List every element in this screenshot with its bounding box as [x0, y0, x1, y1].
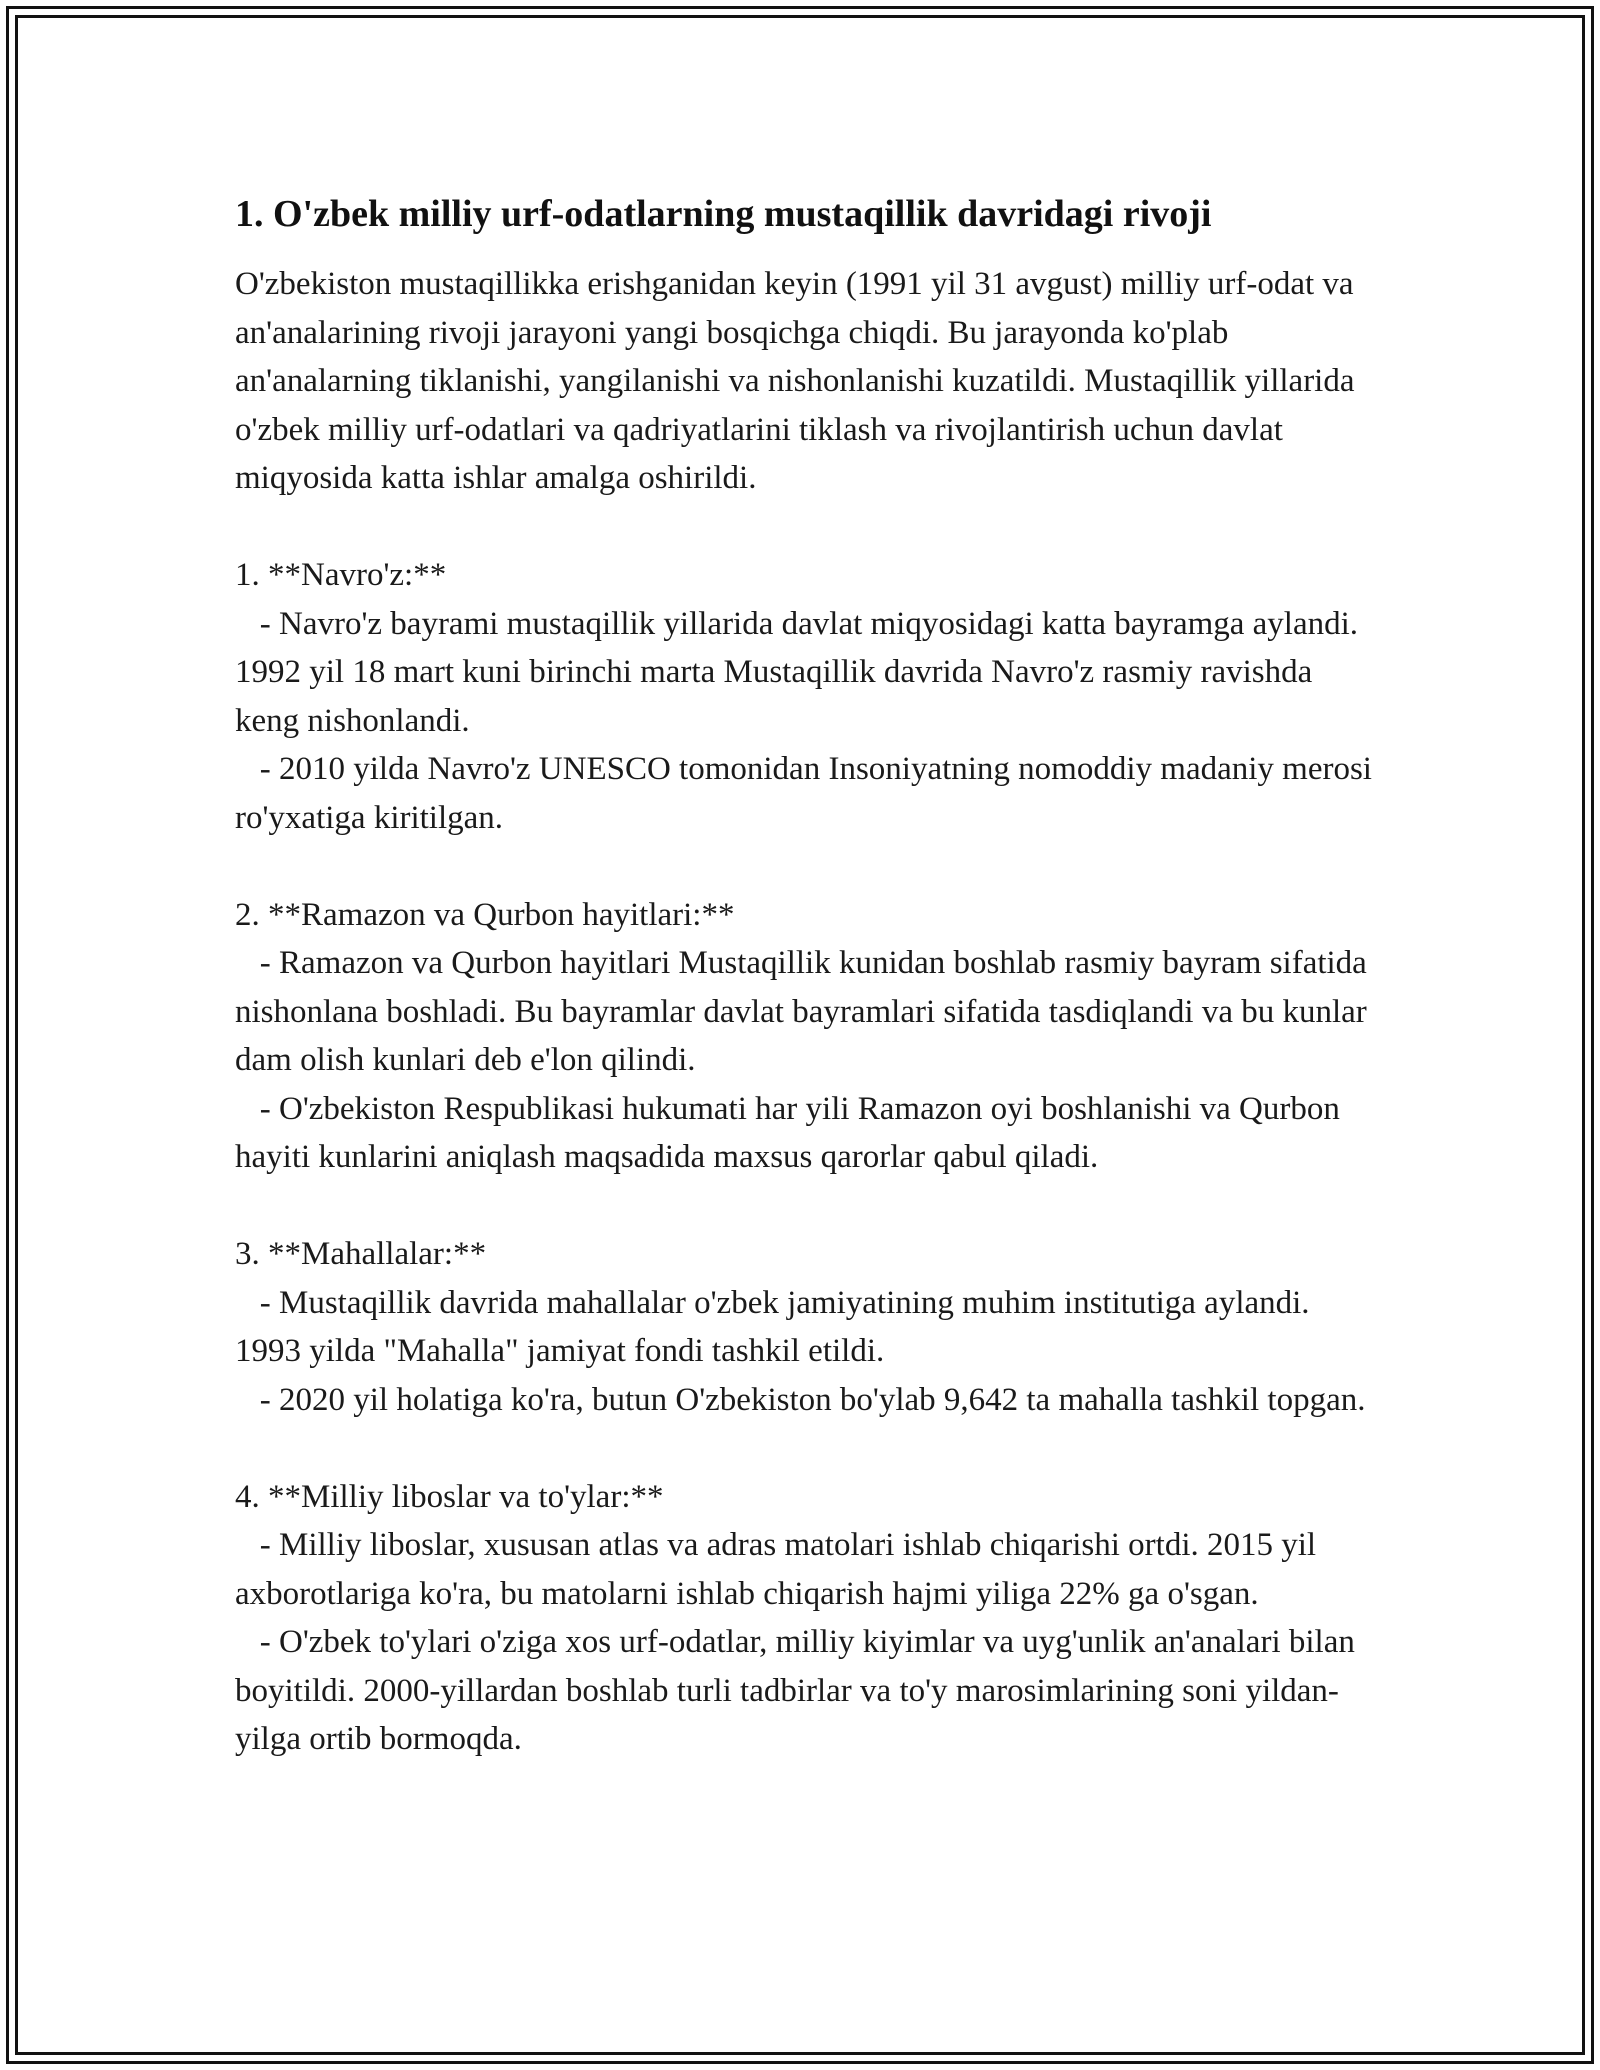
document-body: [235, 190, 1381, 1764]
section-bullet: - Mustaqillik davrida mahallalar o'zbek jamiyatining muhim institutiga aylandi. 1993 yilda "Mahalla" jamiyat fondi tashkil etildi.: [235, 1284, 1318, 1369]
section-bullet: - 2020 yil holatiga ko'ra, butun O'zbekiston bo'ylab 9,642 ta mahalla tashkil topgan.: [235, 1381, 1366, 1418]
section-navroz: [235, 551, 1381, 842]
section-heading: 1. **Navro'z:**: [235, 557, 447, 593]
section-bullet: - Ramazon va Qurbon hayitlari Mustaqillik kunidan boshlab rasmiy bayram sifatida nishonlana boshladi. Bu bayramlar davlat bayramlari sifatida tasdiqlandi va bu kunlar dam olish kunlari deb e'lon qilindi.: [235, 945, 1376, 1078]
section-bullet: - Navro'z bayrami mustaqillik yillarida davlat miqyosidagi katta bayramga aylandi. 1992 yil 18 mart kuni birinchi marta Mustaqillik davrida Navro'z rasmiy ravishda keng nishonlandi.: [235, 605, 1367, 739]
section-heading: 2. **Ramazon va Qurbon hayitlari:**: [235, 896, 735, 933]
section-bullet: - O'zbek to'ylari o'ziga xos urf-odatlar, milliy kiyimlar va uyg'unlik an'analari bilan boyitildi. 2000-yillardan boshlab turli tadbirlar va to'y marosimlarining soni yildan-yilga ortib bormoqda.: [235, 1624, 1364, 1757]
document-title: 1. O'zbek milliy urf-odatlarning mustaqillik davridagi rivoji: [235, 193, 1212, 235]
section-bullet: - O'zbekiston Respublikasi hukumati har yili Ramazon oyi boshlanishi va Qurbon hayiti kunlarini aniqlash maqsadida maxsus qarorlar qabul qiladi.: [235, 1090, 1349, 1175]
section-ramazon-qurbon: [235, 891, 1375, 1182]
intro-paragraph: O'zbekiston mustaqillikka erishganidan keyin (1991 yil 31 avgust) milliy urf-odat va an'analarining rivoji jarayoni yangi bosqichga chiqdi. Bu jarayonda ko'plab an'analarning tiklanishi, yangilanishi va nishonlanishi kuzatildi. Mustaqillik yillarida o'zbek milliy urf-odatlari va qadriyatlarini tiklash va rivojlantirish uchun davlat miqyosida katta ishlar amalga oshirildi.: [235, 266, 1355, 496]
section-heading: 4. **Milliy liboslar va to'ylar:**: [235, 1478, 664, 1515]
section-heading: 3. **Mahallalar:**: [235, 1236, 487, 1272]
section-mahallalar: [235, 1230, 1375, 1424]
section-milliy-liboslar: [235, 1473, 1375, 1764]
section-bullet: - 2010 yilda Navro'z UNESCO tomonidan Insoniyatning nomoddiy madaniy merosi ro'yxatiga kiritilgan.: [235, 751, 1381, 836]
section-bullet: - Milliy liboslar, xususan atlas va adras matolari ishlab chiqarishi ortdi. 2015 yil axborotlariga ko'ra, bu matolarni ishlab chiqarish hajmi yiliga 22% ga o'sgan.: [235, 1527, 1325, 1612]
